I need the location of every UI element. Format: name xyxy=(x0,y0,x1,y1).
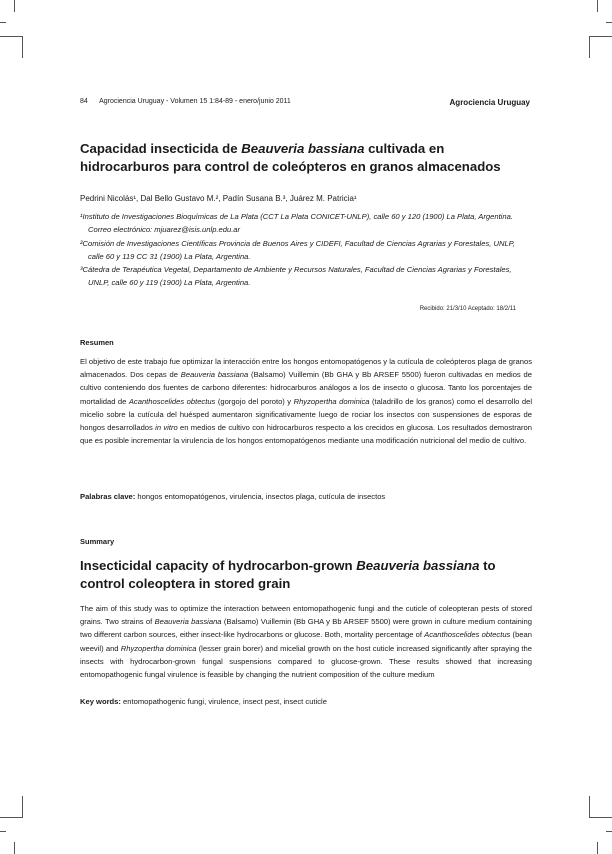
crop-mark xyxy=(606,22,612,23)
summary-text: (Balsamo) Vuillemin (Bb GHA y Bb ARSEF 5500) were grown in culture medium containing two different carbon sources, either insect-like hydrocarbons or glucose. Both, mortality percentage of xyxy=(80,617,532,640)
crop-mark xyxy=(0,831,6,832)
page-number: 84 xyxy=(80,98,88,105)
received-accepted-dates: Recibido: 21/3/10 Aceptado: 18/2/11 xyxy=(419,306,516,312)
crop-mark xyxy=(22,796,23,818)
resumen-text: (gorgojo del poroto) y xyxy=(215,396,294,406)
species-name: Beauveria bassiana xyxy=(154,617,222,627)
crop-mark xyxy=(0,36,22,37)
crop-mark xyxy=(22,36,23,58)
palabras-clave xyxy=(80,492,532,501)
affiliations xyxy=(80,210,532,290)
affiliation-2: ²Comisión de Investigaciones Científicas Provincia de Buenos Aires y CIDEFI, Facultad de Ciencias Agrarias y Forestales, UNLP, calle 60 y 119 CC 31 (1900) La Plata, Argentina. xyxy=(80,238,515,261)
title-text: Capacidad insecticida de xyxy=(80,141,242,156)
key-words-text: entomopathogenic fungi, virulence, insect pest, insect cuticle xyxy=(120,697,327,706)
resumen-body xyxy=(80,355,532,447)
crop-mark xyxy=(0,22,6,23)
resumen-text: El objetivo de este trabajo fue optimizar la interacción entre los hongos entomopatógenos y la cutícula de coleópteros plaga de granos almacenados. Dos cepas de xyxy=(80,357,532,380)
summary-text: (bean weevil) and xyxy=(80,630,532,653)
palabras-clave-text: hongos entomopatógenos, virulencia, insectos plaga, cutícula de insectos xyxy=(135,492,386,501)
species-name: Acanthoscelides obtectus xyxy=(424,630,511,640)
key-words xyxy=(80,697,532,706)
affiliation-3: ³Cátedra de Terapéutica Vegetal, Departamento de Ambiente y Recursos Naturales, Facultad de Ciencias Agrarias y Forestales, UNLP, calle 60 y 119 (1900) La Plata, Argentina. xyxy=(80,265,512,288)
summary-body xyxy=(80,602,532,681)
crop-mark xyxy=(589,36,590,58)
crop-mark xyxy=(14,842,15,854)
crop-mark xyxy=(590,36,612,37)
crop-mark xyxy=(589,796,590,818)
authors: Pedrini Nicolás¹, Dal Bello Gustavo M.², Padín Susana B.³, Juárez M. Patricia¹ xyxy=(80,194,357,203)
species-name: Rhyzopertha dominica xyxy=(293,396,370,406)
resumen-text: en medios de cultivo con hidrocarburos respecto a los crecidos en glucosa. Los resultados demostraron que es posible incrementar la virulencia de los hongos entomopatógenos mediante una modificación nutricional del medio de cultivo. xyxy=(80,423,532,446)
title-species: Beauveria bassiana xyxy=(241,141,365,156)
italic-term: in vitro xyxy=(155,423,178,433)
species-name: Rhyzopertha dominica xyxy=(120,643,197,653)
species-name: Acanthoscelides obtectus xyxy=(128,396,216,406)
summary-heading: Summary xyxy=(80,537,115,546)
crop-mark xyxy=(597,842,598,854)
header-left xyxy=(80,98,291,105)
palabras-clave-label: Palabras clave: xyxy=(80,492,136,501)
resumen-heading: Resumen xyxy=(80,338,114,347)
journal-name: Agrociencia Uruguay xyxy=(449,98,530,107)
title-text: Insecticidal capacity of hydrocarbon-grown xyxy=(80,558,357,573)
summary-text: (lesser grain borer) and micelial growth on the host cuticle increased significantly after spraying the insects with hydrocarbon-grown fungal suspensions compared to glucose-grown. These results showed that increasing entomopathogenic fungal virulence is feasible by changing the nutrient composition of the culture medium xyxy=(80,643,532,680)
crop-mark xyxy=(590,817,612,818)
crop-mark xyxy=(14,0,15,12)
crop-mark xyxy=(597,0,598,12)
article-title xyxy=(80,140,530,176)
english-title xyxy=(80,557,530,593)
title-text: to control coleoptera in stored grain xyxy=(80,558,496,591)
crop-mark xyxy=(606,831,612,832)
species-name: Beauveria bassiana xyxy=(180,370,249,380)
running-header xyxy=(80,98,530,110)
resumen-text: (Balsamo) Vuillemin (Bb GHA y Bb ARSEF 5500) fueron cultivadas en medios de cultivo conteniendo dos fuentes de carbono diferentes: hidrocarburos análogos a los de insecto o glucosa. Tanto los porcentajes de mortalidad de xyxy=(80,370,532,406)
crop-mark xyxy=(0,817,22,818)
key-words-label: Key words: xyxy=(80,697,121,706)
summary-text: The aim of this study was to optimize the interaction between entomopathogenic fungi and the cuticle of coleopteran pests of stored grains. Two strains of xyxy=(80,604,532,627)
title-species: Beauveria bassiana xyxy=(356,558,480,573)
title-text: cultivada en hidrocarburos para control de coleópteros en granos almacenados xyxy=(80,141,501,174)
journal-reference: Agrociencia Uruguay - Volumen 15 1:84-89 - enero/junio 2011 xyxy=(99,98,291,105)
resumen-text: (taladrillo de los granos) como el desarrollo del micelio sobre la cutícula del huésped aumentaron significativamente luego de rociar los insectos con suspensiones de esporas de hongos desarrollados xyxy=(80,396,533,433)
affiliation-1: ¹Instituto de Investigaciones Bioquímicas de La Plata (CCT La Plata CONICET-UNLP), calle 60 y 120 (1900) La Plata, Argentina. Correo electrónico: mjuarez@isis.unlp.edu.ar xyxy=(80,212,513,235)
